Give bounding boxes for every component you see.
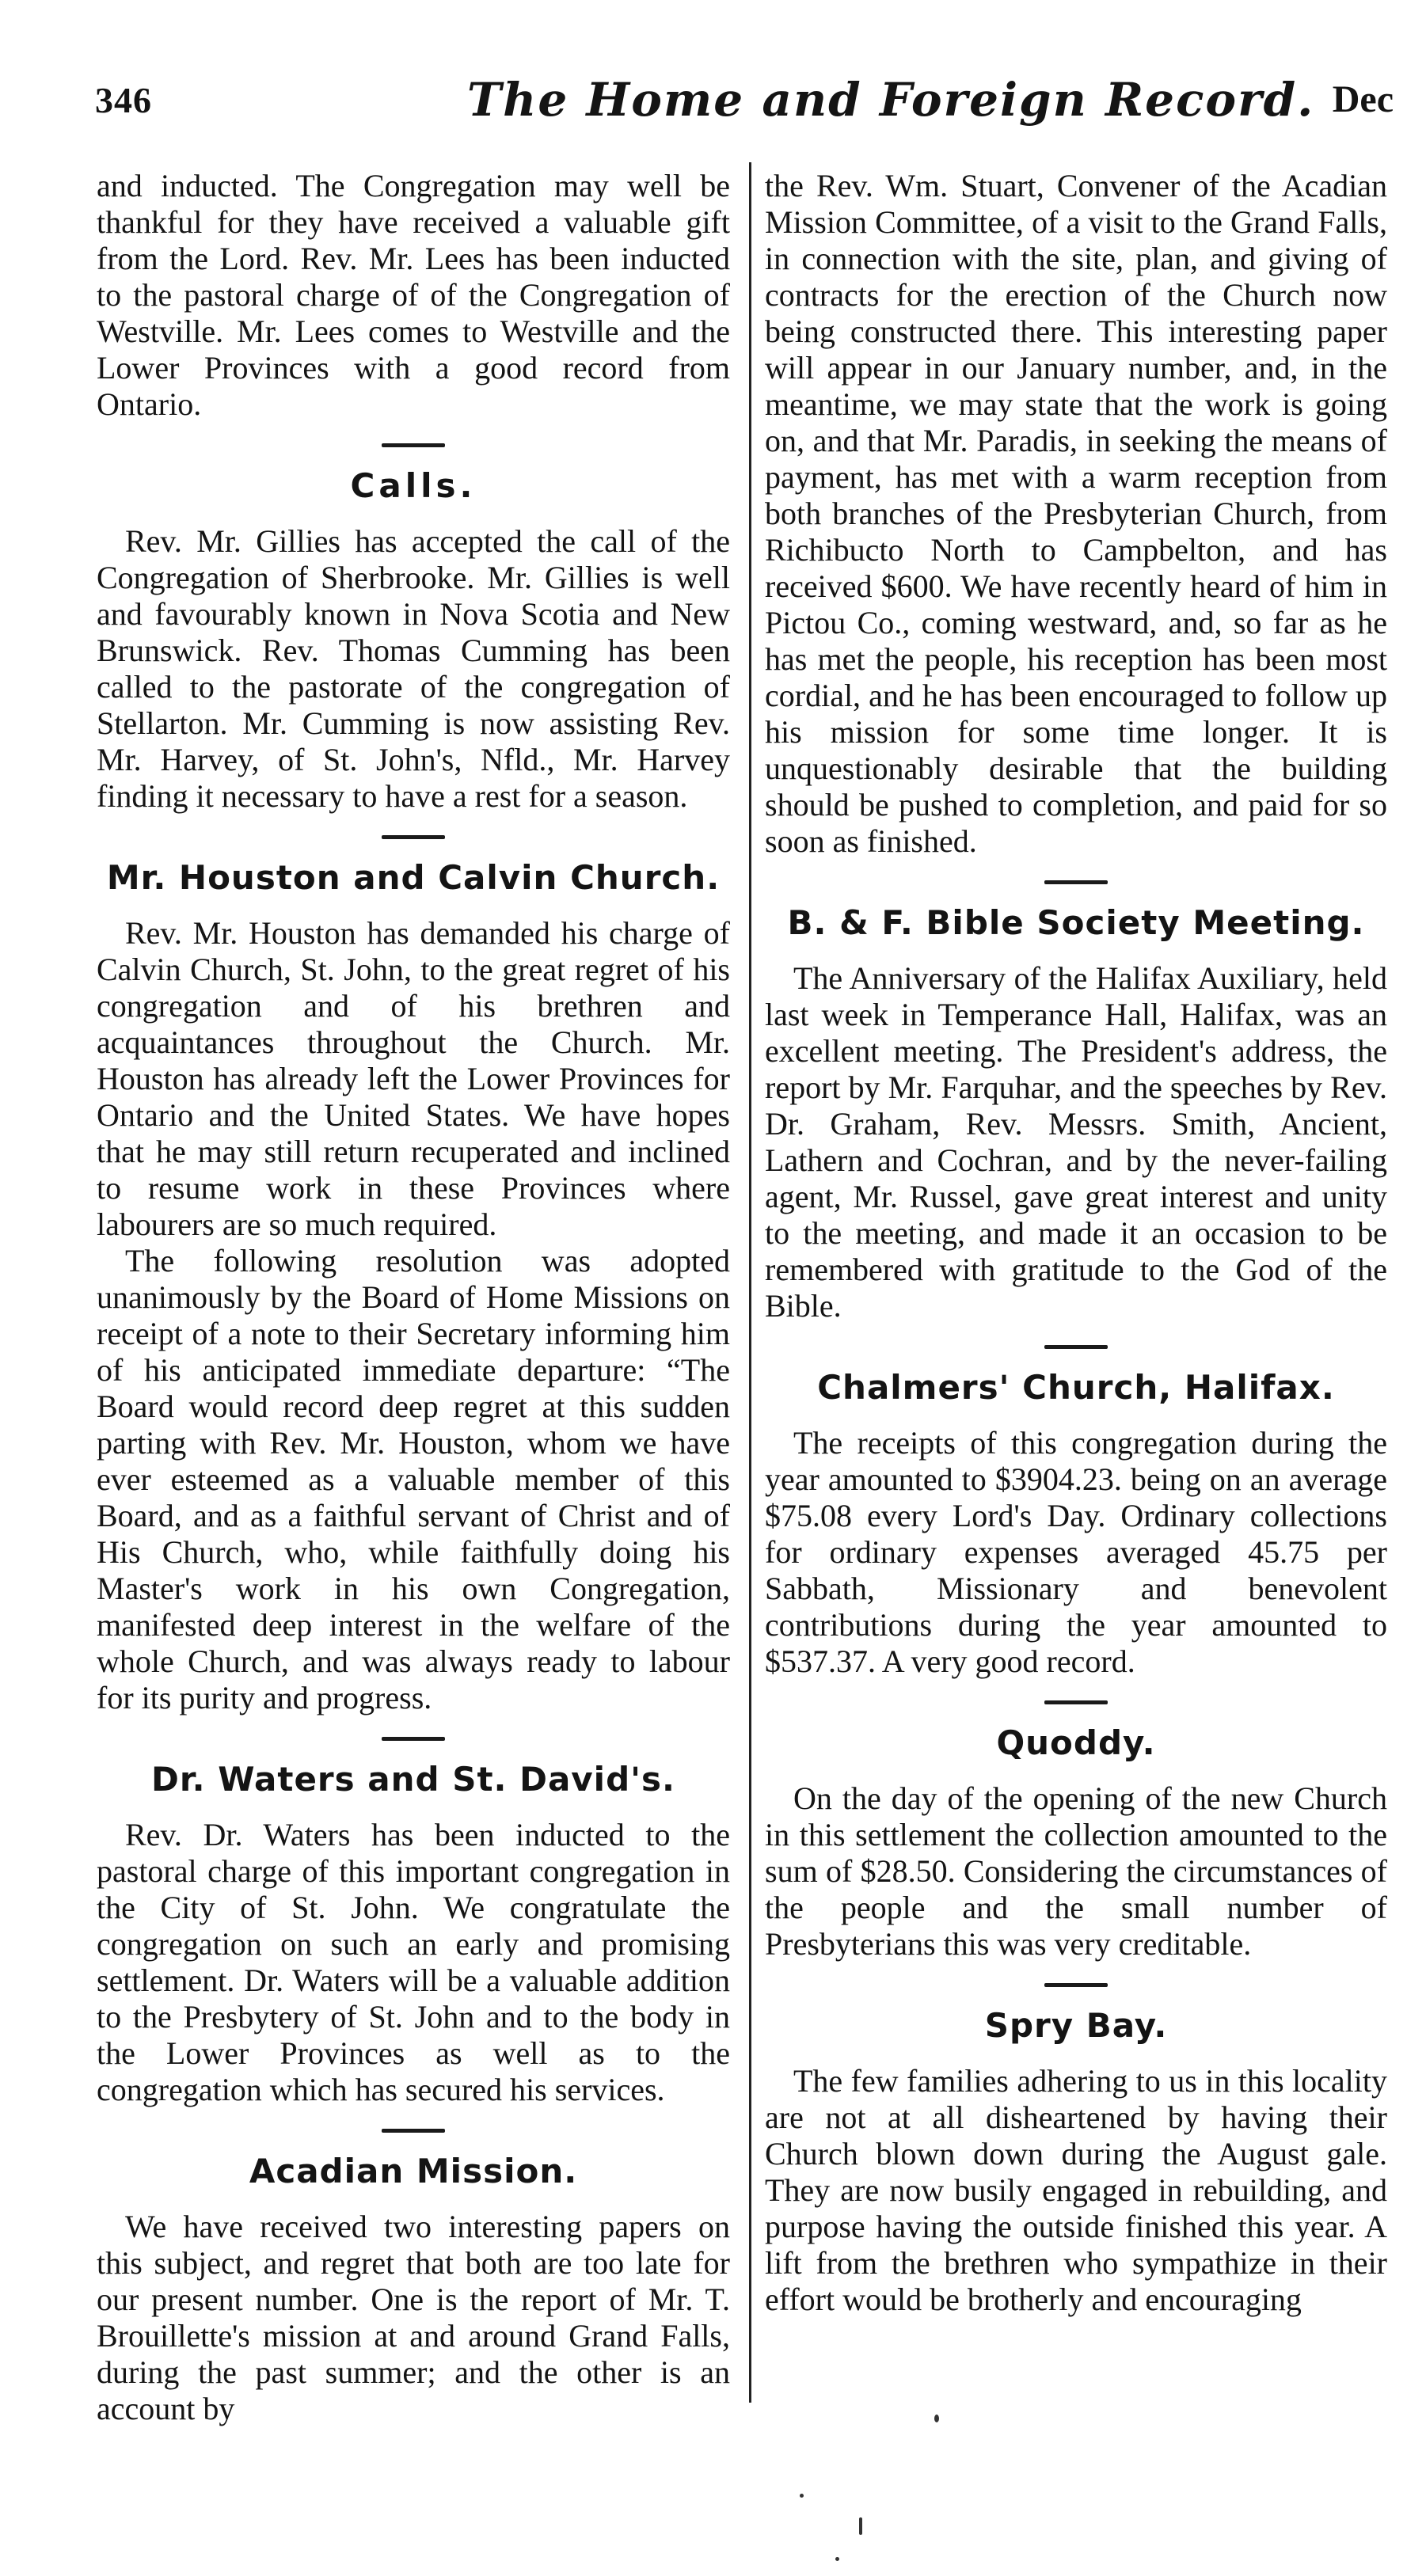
quoddy-heading: Quoddy. <box>996 1723 1156 1762</box>
bible-society-heading: B. & F. Bible Society Meeting. <box>787 903 1365 942</box>
print-specks <box>800 2407 1037 2565</box>
intro-paragraph: and inducted. The Congregation may well be thankful for they have received a valuable gift from the Lord. Rev. Mr. Lees has been inducted to the pastoral charge of of the Congregation of Westville. Mr. Lees comes to Westville and the Lower Provinces with a good record from Ontario. <box>97 168 730 422</box>
page-header <box>95 73 1394 144</box>
waters-heading: Dr. Waters and St. David's. <box>151 1760 675 1799</box>
right-column <box>765 168 1387 2318</box>
acadian-continued-paragraph: the Rev. Wm. Stuart, Convener of the Acadian Mission Committee, of a visit to the Grand Falls, in connection with the site, plan, and giving of contracts for the erection of the Church now being constructed there. This interesting paper will appear in our January number, and, in the meantime, we may state that the work is going on, and that Mr. Paradis, in seeking the means of payment, has met with a warm reception from both branches of the Presbyterian Church, from Richibucto North to Campbelton, and has received $600. We have recently heard of him in Pictou Co., coming westward, and, so far as he has met the people, his reception has been most cordial, and he has been encouraged to follow up his mission for some time longer. It is unquestionably desirable that the building should be pushed to completion, and paid for so soon as finished. <box>765 168 1387 859</box>
section-rule <box>1044 880 1108 884</box>
journal-title: The Home and Foreign Record. <box>467 73 1315 127</box>
left-column <box>97 168 730 2427</box>
column-divider <box>749 162 751 2403</box>
houston-heading: Mr. Houston and Calvin Church. <box>106 858 721 897</box>
section-rule <box>1044 1345 1108 1349</box>
page-number: 346 <box>95 80 152 120</box>
waters-paragraph: Rev. Dr. Waters has been inducted to the pastoral charge of this important congregation in the City of St. John. We congratulate the congregation on such an early and promising settlement. Dr. Waters will be a valuable addition to the Presbytery of St. John and to the body in the Lower Provinces as well as to the congregation which has secured his services. <box>97 1817 730 2107</box>
calls-paragraph: Rev. Mr. Gillies has accepted the call of the Congregation of Sherbrooke. Mr. Gillies is well and favourably known in Nova Scotia and New Brunswick. Rev. Thomas Cumming has been called to the pastorate of the congregation of Stellarton. Mr. Cumming is now assisting Rev. Mr. Harvey, of St. John's, Nfld., Mr. Harvey finding it necessary to have a rest for a season. <box>97 523 730 814</box>
houston-paragraph-1: Rev. Mr. Houston has demanded his charge of Calvin Church, St. John, to the great regret of his congregation and of his brethren and acquaintances throughout the Church. Mr. Houston has already left the Lower Provinces for Ontario and the United States. We have hopes that he may still return recuperated and inclined to resume work in these Provinces where labourers are so much required. <box>97 915 730 1242</box>
bible-society-paragraph: The Anniversary of the Halifax Auxiliary, held last week in Temperance Hall, Halifax, was an excellent meeting. The President's address, the report by Mr. Farquhar, and the speeches by Rev. Dr. Graham, Rev. Messrs. Smith, Ancient, Lathern and Cochran, and by the never-failing agent, Mr. Russel, gave great interest and unity to the meeting, and made it an occasion to be remembered with gratitude to the God of the Bible. <box>765 960 1387 1324</box>
chalmers-heading: Chalmers' Church, Halifax. <box>817 1368 1335 1407</box>
acadian-paragraph: We have received two interesting papers on this subject, and regret that both are too late for our present number. One is the report of Mr. T. Brouillette's mission at and around Grand Falls, during the past summer; and the other is an account by <box>97 2209 730 2426</box>
chalmers-paragraph: The receipts of this congregation during the year amounted to $3904.23. being on an average $75.08 every Lord's Day. Ordinary collections for ordinary expenses averaged 45.75 per Sabbath, Missionary and benevolent contributions during the year amounted to $537.37. A very good record. <box>765 1425 1387 1679</box>
section-rule <box>1044 1983 1108 1987</box>
section-rule <box>382 443 445 447</box>
calls-heading: Calls. <box>350 466 477 505</box>
acadian-heading: Acadian Mission. <box>249 2152 578 2190</box>
section-rule <box>382 835 445 839</box>
section-rule <box>1044 1700 1108 1704</box>
section-rule <box>382 2129 445 2133</box>
quoddy-paragraph: On the day of the opening of the new Church in this settlement the collection amounted to the sum of $28.50. Considering the circumstances of the people and the small number of Presbyterians this was very creditable. <box>765 1780 1387 1962</box>
page-month: Dec <box>1332 78 1394 120</box>
spry-bay-paragraph: The few families adhering to us in this locality are not at all disheartened by having their Church blown down during the August gale. They are now busily engaged in rebuilding, and purpose having the outside finished this year. A lift from the brethren who sympathize in their effort would be brotherly and encouraging <box>765 2063 1387 2317</box>
spry-bay-heading: Spry Bay. <box>984 2006 1168 2045</box>
houston-paragraph-2: The following resolution was adopted unanimously by the Board of Home Missions on receipt of a note to their Secretary informing him of his anticipated immediate departure: “The Board would record deep regret at this sudden parting with Rev. Mr. Houston, whom we have ever esteemed as a valuable member of this Board, and as a faithful servant of Christ and of His Church, who, while faithfully doing his Master's work in his own Congregation, manifested deep interest in the welfare of the whole Church, and was always ready to labour for its purity and progress. <box>97 1243 730 1715</box>
section-rule <box>382 1737 445 1741</box>
